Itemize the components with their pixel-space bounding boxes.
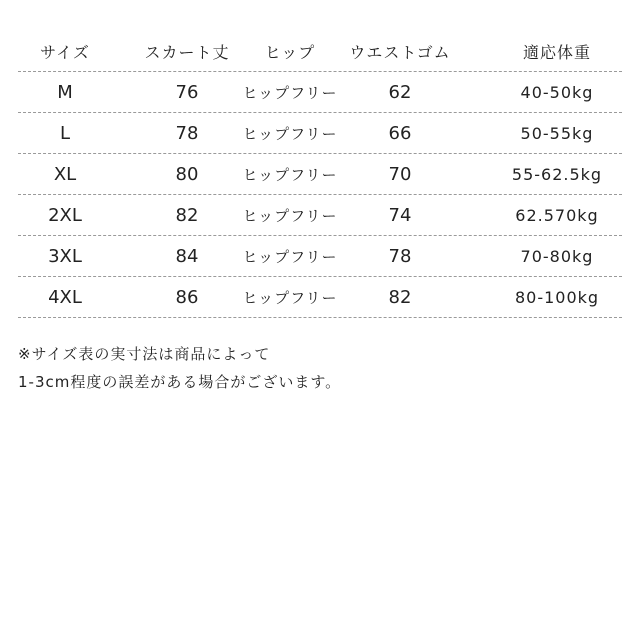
note-line-1: ※サイズ表の実寸法は商品によって [18,345,271,363]
table-row [18,277,622,318]
size-cell: L [59,122,71,144]
size-cell: 2XL [48,204,82,226]
waist-cell: 70 [388,163,412,185]
weight-cell: 70-80kg [520,246,594,266]
header-skirt-length: スカート丈 [144,43,230,62]
size-cell: XL [53,163,77,185]
size-note [18,340,622,396]
table-row [18,195,622,236]
header-size: サイズ [40,43,90,62]
size-cell: M [57,81,73,103]
size-table [18,32,622,318]
table-row [18,72,622,113]
size-cell: 4XL [48,286,82,308]
hip-cell: ヒップフリー [242,124,338,143]
size-cell: 3XL [48,245,82,267]
header-waist-rubber: ウエストゴム [349,43,451,62]
waist-cell: 82 [388,286,412,308]
skirt-length-cell: 80 [175,163,199,185]
skirt-length-cell: 78 [175,122,199,144]
table-row [18,154,622,195]
waist-cell: 66 [388,122,412,144]
table-row [18,113,622,154]
note-line-2: 1-3cm程度の誤差がある場合がございます。 [18,373,342,391]
skirt-length-cell: 84 [175,245,199,267]
table-header-row [18,32,622,72]
hip-cell: ヒップフリー [242,206,338,225]
hip-cell: ヒップフリー [242,165,338,184]
weight-cell: 62.570kg [515,205,599,225]
table-row [18,236,622,277]
hip-cell: ヒップフリー [242,247,338,266]
header-weight: 適応体重 [522,43,591,62]
skirt-length-cell: 82 [175,204,199,226]
hip-cell: ヒップフリー [242,83,338,102]
waist-cell: 62 [388,81,412,103]
waist-cell: 74 [388,204,412,226]
waist-cell: 78 [388,245,412,267]
hip-cell: ヒップフリー [242,288,338,307]
header-hip: ヒップ [264,43,316,62]
skirt-length-cell: 86 [175,286,199,308]
weight-cell: 50-55kg [520,123,594,143]
weight-cell: 80-100kg [514,287,600,307]
skirt-length-cell: 76 [175,81,199,103]
weight-cell: 40-50kg [520,82,594,102]
weight-cell: 55-62.5kg [511,164,603,184]
